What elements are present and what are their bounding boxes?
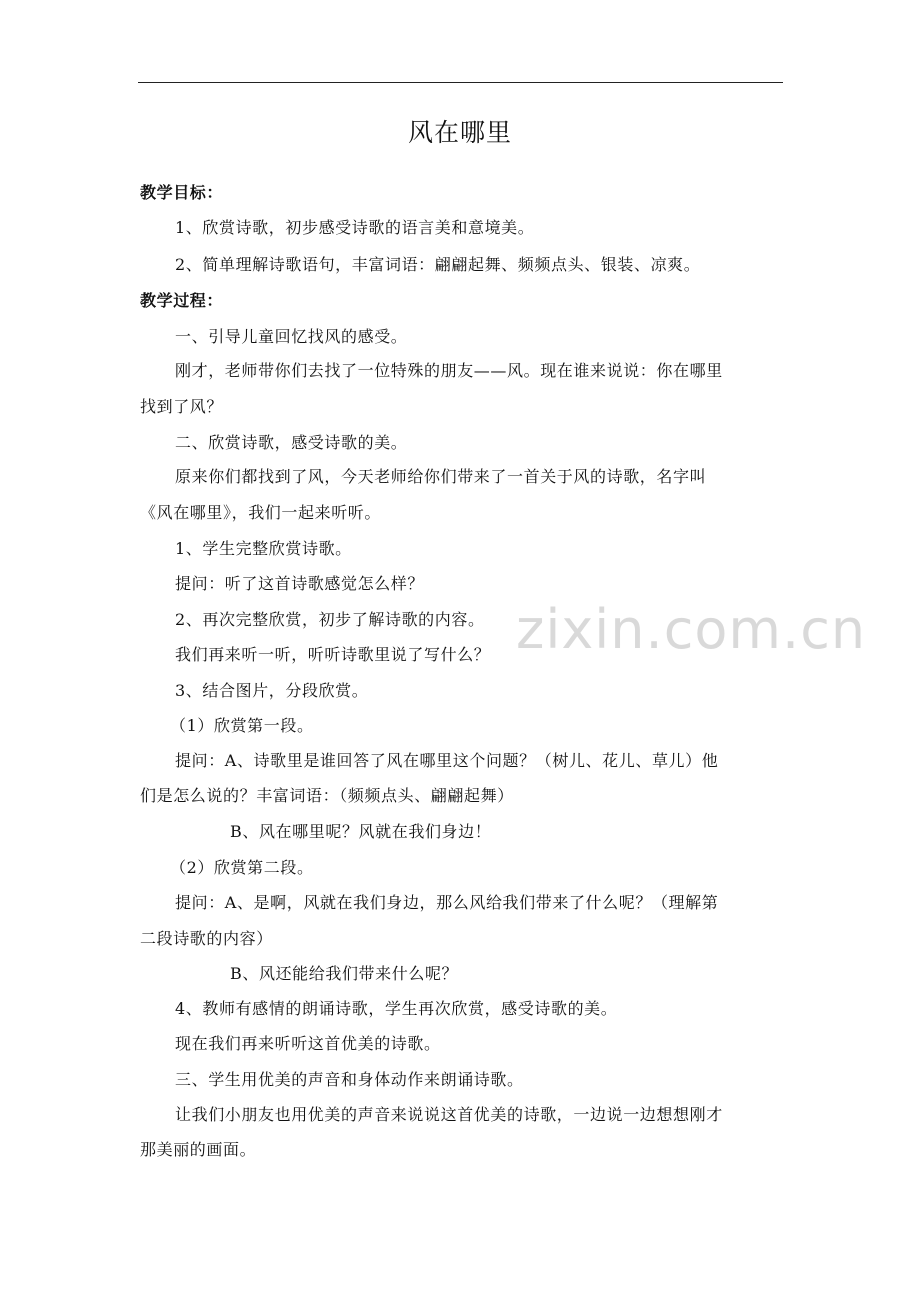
paragraph-line: 原来你们都找到了风，今天老师给你们带来了一首关于风的诗歌，名字叫 [175, 467, 707, 486]
paragraph-line: （2）欣赏第二段。 [170, 858, 314, 877]
paragraph-line: 2、简单理解诗歌语句，丰富词语：翩翩起舞、频频点头、银装、凉爽。 [175, 255, 701, 274]
header-rule [138, 82, 783, 83]
paragraph-line: 2、再次完整欣赏，初步了解诗歌的内容。 [175, 610, 485, 629]
paragraph-line: 提问：A、诗歌里是谁回答了风在哪里这个问题？（树儿、花儿、草儿）他 [175, 751, 719, 770]
paragraph-line: （1）欣赏第一段。 [170, 716, 314, 735]
paragraph-line: 《风在哪里》，我们一起来听听。 [140, 503, 382, 522]
paragraph-line: B、风在哪里呢？风就在我们身边！ [230, 822, 492, 841]
document-title: 风在哪里 [407, 118, 512, 147]
paragraph-line: 找到了风？ [140, 397, 224, 416]
paragraph-line: 1、欣赏诗歌，初步感受诗歌的语言美和意境美。 [175, 218, 535, 237]
paragraph-line: 提问：A、是啊，风就在我们身边，那么风给我们带来了什么呢？（理解第 [175, 893, 719, 912]
paragraph-line: 现在我们再来听听这首优美的诗歌。 [175, 1034, 441, 1053]
paragraph-line: 3、结合图片，分段欣赏。 [175, 681, 369, 700]
paragraph-line: 我们再来听一听，听听诗歌里说了写什么？ [175, 645, 491, 664]
paragraph-line: 提问：听了这首诗歌感觉怎么样？ [175, 574, 425, 593]
paragraph-line: 三、学生用优美的声音和身体动作来朗诵诗歌。 [175, 1070, 524, 1089]
paragraph-line: 们是怎么说的？丰富词语：（频频点头、翩翩起舞） [140, 786, 514, 805]
paragraph-line: 一、引导儿童回忆找风的感受。 [175, 327, 408, 346]
section-heading-goals: 教学目标： [140, 183, 224, 202]
paragraph-line: 刚才，老师带你们去找了一位特殊的朋友——风。现在谁来说说：你在哪里 [175, 361, 723, 380]
section-heading-process: 教学过程： [140, 291, 224, 310]
paragraph-line: 二、欣赏诗歌，感受诗歌的美。 [175, 433, 408, 452]
watermark: zixin.com.cn [516, 598, 867, 661]
paragraph-line: 1、学生完整欣赏诗歌。 [175, 539, 352, 558]
paragraph-line: 让我们小朋友也用优美的声音来说说这首优美的诗歌，一边说一边想想刚才 [175, 1105, 723, 1124]
paragraph-line: 那美丽的画面。 [140, 1140, 257, 1159]
paragraph-line: B、风还能给我们带来什么呢？ [230, 964, 459, 983]
paragraph-line: 4、教师有感情的朗诵诗歌，学生再次欣赏，感受诗歌的美。 [175, 999, 618, 1018]
paragraph-line: 二段诗歌的内容） [140, 929, 273, 948]
